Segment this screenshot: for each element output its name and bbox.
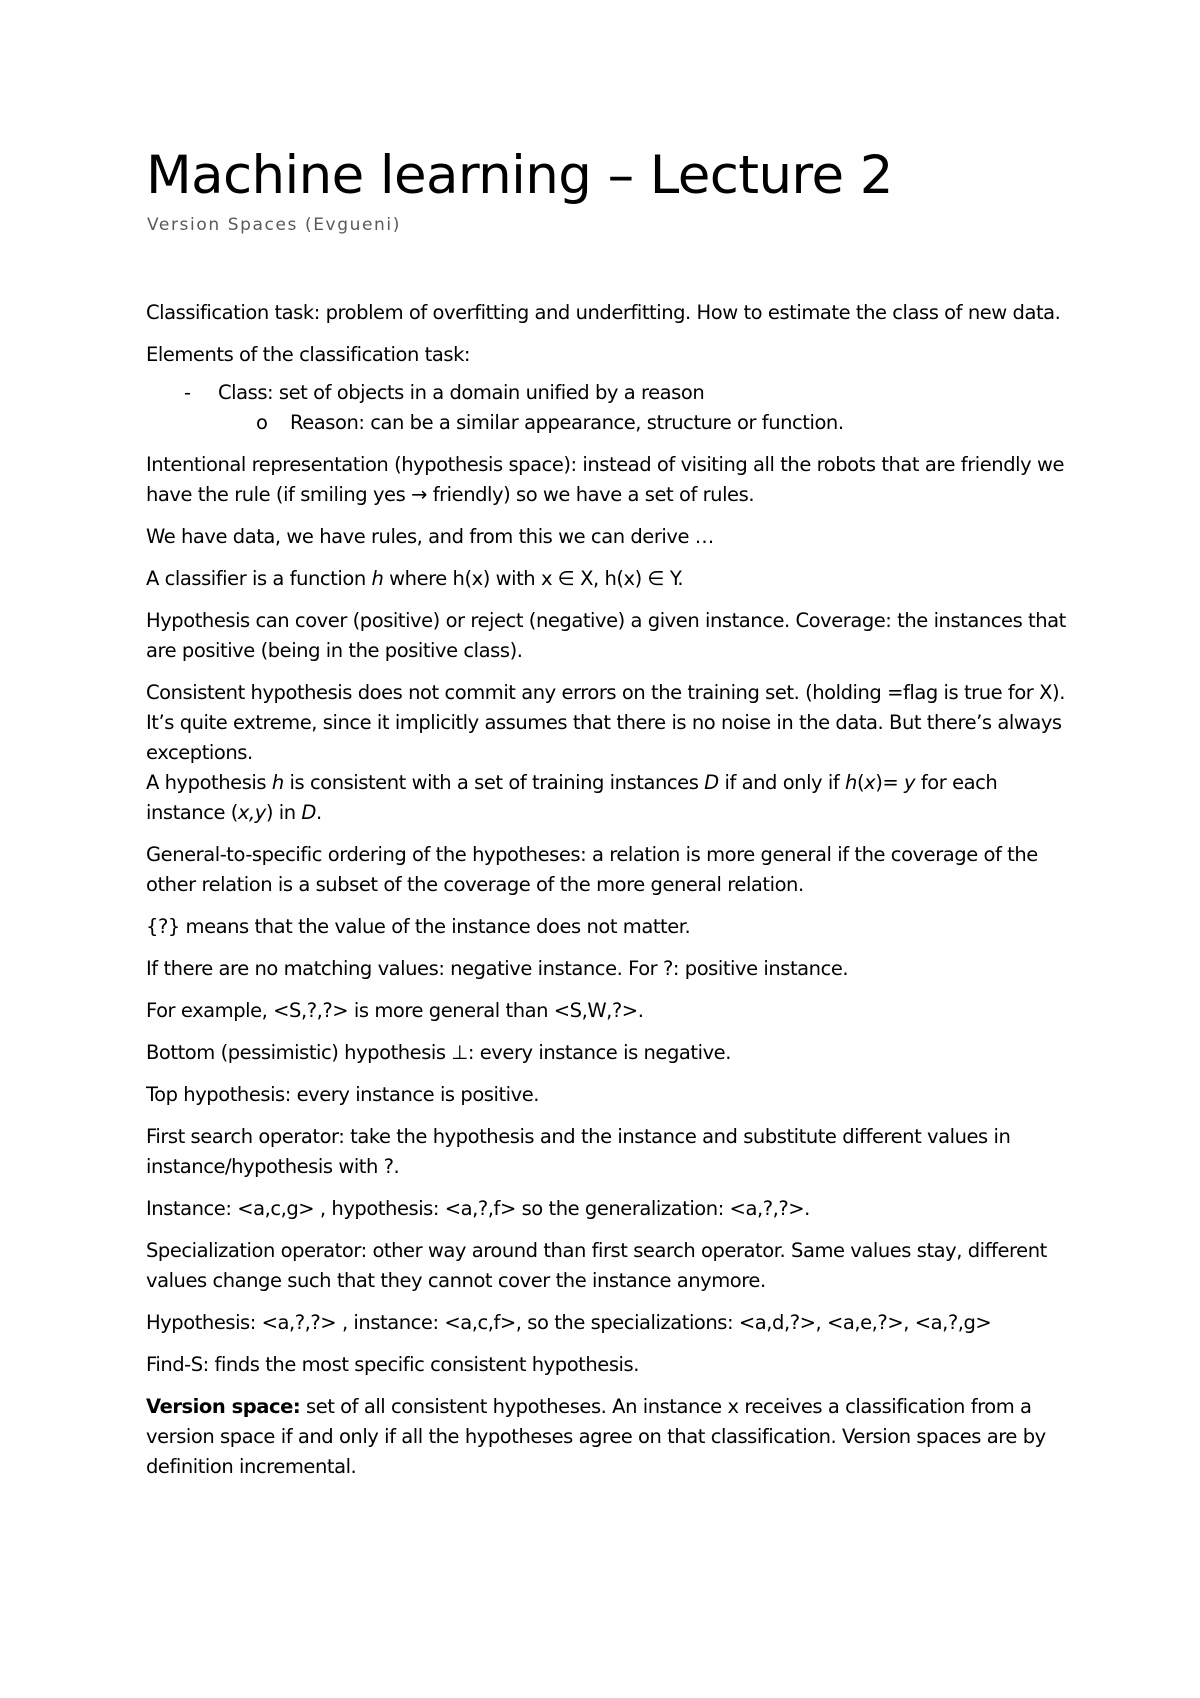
paragraph-first-search-operator: First search operator: take the hypothesis and the instance and substitute different values in instance/hypothesis with ?. bbox=[146, 1125, 1011, 1178]
text-run: )= bbox=[875, 771, 905, 794]
italic-run: y bbox=[904, 771, 916, 794]
paragraph-classifier bbox=[146, 564, 1066, 594]
circle-bullet: o bbox=[256, 411, 268, 434]
paragraph-bottom-hypothesis: Bottom (pessimistic) hypothesis ⊥: every instance is negative. bbox=[146, 1041, 731, 1064]
paragraph-classification-task: Classification task: problem of overfitting and underfitting. How to estimate the class of new data. bbox=[146, 301, 1061, 324]
paragraph-general-to-specific: General-to-specific ordering of the hypotheses: a relation is more general if the coverage of the other relation is a subset of the coverage of the more general relation. bbox=[146, 843, 1038, 896]
list-item-text: Reason: can be a similar appearance, structure or function. bbox=[290, 411, 844, 434]
italic-run: h bbox=[271, 771, 284, 794]
paragraph-hypothesis-cover: Hypothesis can cover (positive) or reject (negative) a given instance. Coverage: the instances that are positive (being in the positive class). bbox=[146, 609, 1066, 662]
paragraph-we-have-data: We have data, we have rules, and from this we can derive … bbox=[146, 525, 714, 548]
page-subtitle: Version Spaces (Evgueni) bbox=[147, 215, 401, 235]
text-run: . bbox=[315, 801, 322, 824]
italic-run: D bbox=[704, 771, 719, 794]
paragraph-version-space bbox=[146, 1392, 1066, 1482]
document-body bbox=[146, 298, 1066, 1494]
dash-bullet: - bbox=[184, 381, 191, 404]
paragraph-elements: Elements of the classification task: bbox=[146, 343, 471, 366]
paragraph-specialization-operator: Specialization operator: other way around than first search operator. Same values stay, different values change such that they cannot cover the instance anymore. bbox=[146, 1239, 1047, 1292]
text-run: for each instance ( bbox=[146, 771, 998, 824]
text-run: is consistent with a set of training instances bbox=[283, 771, 705, 794]
italic-run: x bbox=[864, 771, 876, 794]
paragraph-top-hypothesis: Top hypothesis: every instance is positive. bbox=[146, 1083, 540, 1106]
italic-run: h bbox=[371, 567, 384, 590]
italic-run: h bbox=[845, 771, 857, 794]
paragraph-consistent-hypothesis: Consistent hypothesis does not commit any errors on the training set. (holding =flag is true for X). It’s quite extreme, since it implicitly assumes that there is no noise in the data. But there’s always exceptions. bbox=[146, 681, 1065, 764]
paragraph-hypothesis-example: Hypothesis: <a,?,?> , instance: <a,c,f>, so the specializations: <a,d,?>, <a,e,?>, <a,?,g> bbox=[146, 1311, 992, 1334]
paragraph-intentional-representation: Intentional representation (hypothesis space): instead of visiting all the robots that are friendly we have the rule (if smiling yes → friendly) so we have a set of rules. bbox=[146, 453, 1064, 506]
text-run: ) in bbox=[265, 801, 302, 824]
paragraph-hypothesis-definition bbox=[146, 768, 1066, 828]
text-run: if and only if bbox=[718, 771, 846, 794]
text-run: set of all consistent hypotheses. An instance x receives a classification from a version space if and only if all the hypotheses agree on that classification. Version spaces are by definition incremental. bbox=[146, 1395, 1046, 1478]
text-run: A classifier is a function bbox=[146, 567, 372, 590]
list-item-text: Class: set of objects in a domain unified by a reason bbox=[218, 381, 705, 404]
text-run: where h(x) with x ∈ X, h(x) ∈ Y. bbox=[383, 567, 684, 590]
list-item-reason bbox=[146, 408, 1066, 438]
italic-run: D bbox=[301, 801, 316, 824]
paragraph-find-s: Find-S: finds the most specific consistent hypothesis. bbox=[146, 1353, 639, 1376]
bold-term: Version space: bbox=[146, 1395, 301, 1418]
paragraph-instance-example: Instance: <a,c,g> , hypothesis: <a,?,f> so the generalization: <a,?,?>. bbox=[146, 1197, 810, 1220]
paragraph-for-example: For example, <S,?,?> is more general than <S,W,?>. bbox=[146, 999, 644, 1022]
paragraph-no-matching: If there are no matching values: negative instance. For ?: positive instance. bbox=[146, 957, 849, 980]
italic-run: x,y bbox=[237, 801, 266, 824]
list-item-class bbox=[146, 378, 1066, 408]
paragraph-question-mark: {?} means that the value of the instance does not matter. bbox=[146, 915, 691, 938]
text-run: A hypothesis bbox=[146, 771, 272, 794]
text-run: ( bbox=[856, 771, 865, 794]
page-title: Machine learning – Lecture 2 bbox=[146, 145, 893, 206]
